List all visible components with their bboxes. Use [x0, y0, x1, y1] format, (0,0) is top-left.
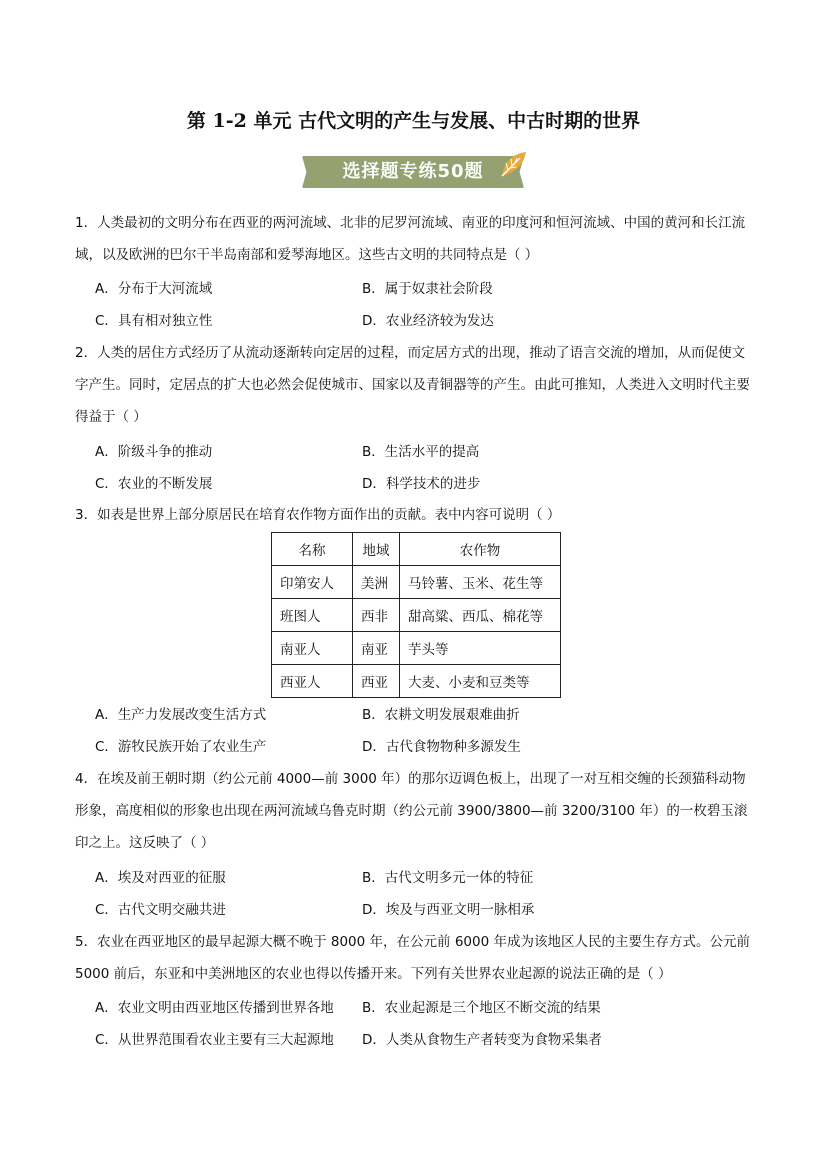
- section-banner: [302, 150, 528, 192]
- table-header-cell: 地域: [353, 533, 400, 566]
- table-header-row: [272, 533, 561, 566]
- table-cell: 印第安人: [272, 566, 353, 599]
- question-4-stem: 4．在埃及前王朝时期（约公元前 4000—前 3000 年）的那尔迈调色板上，出现了一对互相交缠的长颈猫科动物形象，高度相似的形象也出现在两河流域乌鲁克时期（约公元前 3900/3800—前 3200/3100 年）的一枚碧玉滚印之上。这反映了（ ）: [75, 771, 748, 851]
- question-2-option-c[interactable]: C．农业的不断发展: [95, 476, 213, 492]
- question-3-option-b[interactable]: B．农耕文明发展艰难曲折: [362, 707, 520, 723]
- question-1-stem: 1．人类最初的文明分布在西亚的两河流域、北非的尼罗河流域、南亚的印度河和恒河流域、中国的黄河和长江流域，以及欧洲的巴尔干半岛南部和爱琴海地区。这些古文明的共同特点是（ ）: [75, 215, 746, 263]
- table-cell: 马铃薯、玉米、花生等: [400, 566, 561, 599]
- question-3-option-c[interactable]: C．游牧民族开始了农业生产: [95, 739, 267, 755]
- page-title: 第 1-2 单元 古代文明的产生与发展、中古时期的世界: [186, 110, 641, 132]
- question-5-stem: 5．农业在西亚地区的最早起源大概不晚于 8000 年，在公元前 6000 年成为该地区人民的主要生存方式。公元前 5000 前后，东亚和中美洲地区的农业也得以传播开来。下列有关世界农业起源的说法正确的是（ ）: [75, 934, 750, 982]
- question-4-option-d[interactable]: D．埃及与西亚文明一脉相承: [362, 902, 535, 918]
- table-cell: 南亚人: [272, 632, 353, 665]
- table-cell: 芋头等: [400, 632, 561, 665]
- question-2-option-d[interactable]: D．科学技术的进步: [362, 476, 481, 492]
- table-cell: 西非: [353, 599, 400, 632]
- question-1-option-c[interactable]: C．具有相对独立性: [95, 313, 213, 329]
- question-2-stem: 2．人类的居住方式经历了从流动逐渐转向定居的过程，而定居方式的出现，推动了语言交流的增加，从而促使文字产生。同时，定居点的扩大也必然会促使城市、国家以及青铜器等的产生。由此可推知，人类进入文明时代主要得益于（ ）: [75, 345, 750, 425]
- table-cell: 甜高粱、西瓜、棉花等: [400, 599, 561, 632]
- leaf-icon: [498, 150, 528, 178]
- table-cell: 大麦、小麦和豆类等: [400, 665, 561, 698]
- table-row: [272, 599, 561, 632]
- table-cell: 西亚人: [272, 665, 353, 698]
- question-1-option-b[interactable]: B．属于奴隶社会阶段: [362, 281, 493, 297]
- table-cell: 南亚: [353, 632, 400, 665]
- crops-table: [271, 532, 561, 698]
- table-header-cell: 农作物: [400, 533, 561, 566]
- table-cell: 班图人: [272, 599, 353, 632]
- table-cell: 西亚: [353, 665, 400, 698]
- table-cell: 美洲: [353, 566, 400, 599]
- question-1-option-d[interactable]: D．农业经济较为发达: [362, 313, 494, 329]
- question-5-option-d[interactable]: D．人类从食物生产者转变为食物采集者: [362, 1032, 602, 1048]
- banner-label: 选择题专练50题: [342, 161, 484, 182]
- question-2-option-a[interactable]: A．阶级斗争的推动: [95, 444, 213, 460]
- table-row: [272, 665, 561, 698]
- question-5-option-a[interactable]: A．农业文明由西亚地区传播到世界各地: [95, 1000, 334, 1016]
- question-3-option-d[interactable]: D．古代食物物种多源发生: [362, 739, 521, 755]
- question-1-option-a[interactable]: A．分布于大河流域: [95, 281, 213, 297]
- question-5-option-b[interactable]: B．农业起源是三个地区不断交流的结果: [362, 1000, 601, 1016]
- question-2-option-b[interactable]: B．生活水平的提高: [362, 444, 480, 460]
- question-4-option-c[interactable]: C．古代文明交融共进: [95, 902, 226, 918]
- question-4-option-b[interactable]: B．古代文明多元一体的特征: [362, 870, 534, 886]
- table-header-cell: 名称: [272, 533, 353, 566]
- table-row: [272, 566, 561, 599]
- table-row: [272, 632, 561, 665]
- question-3-stem: 3．如表是世界上部分原居民在培育农作物方面作出的贡献。表中内容可说明（ ）: [75, 507, 561, 523]
- question-5-option-c[interactable]: C．从世界范围看农业主要有三大起源地: [95, 1032, 334, 1048]
- question-3-option-a[interactable]: A．生产力发展改变生活方式: [95, 707, 267, 723]
- question-4-option-a[interactable]: A．埃及对西亚的征服: [95, 870, 226, 886]
